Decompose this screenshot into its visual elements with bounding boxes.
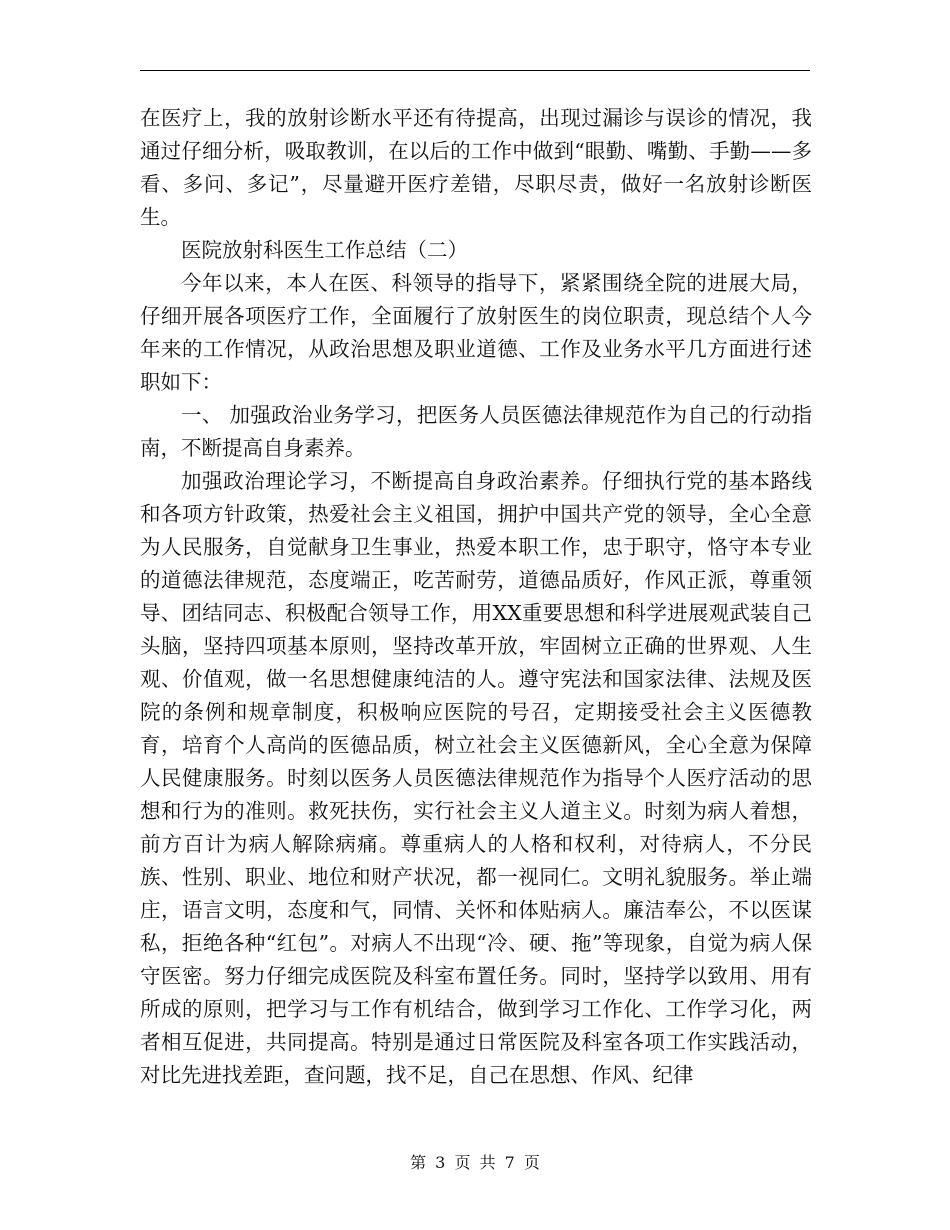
- paragraph-political-study: 加强政治理论学习，不断提高自身政治素养。仔细执行党的基本路线和各项方针政策，热爱社会主义祖国，拥护中国共产党的领导，全心全意为人民服务，自觉献身卫生事业，热爱本职工作，忠于职守，恪守本专业的道德法律规范，态度端正，吃苦耐劳，道德品质好，作风正派，尊重领导、团结同志、积极配合领导工作，用XX重要思想和科学进展观武装自己头脑，坚持四项基本原则，坚持改革开放，牢固树立正确的世界观、人生观、价值观，做一名思想健康纯洁的人。遵守宪法和国家法律、法规及医院的条例和规章制度，积极响应医院的号召，定期接受社会主义医德教育，培育个人高尚的医德品质，树立社会主义医德新风，全心全意为保障人民健康服务。时刻以医务人员医德法律规范作为指导个人医疗活动的思想和行为的准则。救死扶伤，实行社会主义人道主义。时刻为病人着想，前方百计为病人解除病痛。尊重病人的人格和权利，对待病人，不分民族、性别、职业、地位和财产状况，都一视同仁。文明礼貌服务。举止端庄，语言文明，态度和气，同情、关怀和体贴病人。廉洁奉公，不以医谋私，拒绝各种“红包”。对病人不出现“冷、硬、拖”等现象，自觉为病人保守医密。努力仔细完成医院及科室布置任务。同时，坚持学以致用、用有所成的原则，把学习与工作有机结合，做到学习工作化、工作学习化，两者相互促进，共同提高。特别是通过日常医院及科室各项工作实践活动，对比先进找差距，查问题，找不足，自己在思想、作风、纪律: [140, 469, 812, 1087]
- document-body: [140, 102, 812, 1092]
- heading-point-one: 一、 加强政治业务学习，把医务人员医德法律规范作为自己的行动指南，不断提高自身素养。: [140, 403, 812, 460]
- paragraph-intro: 今年以来，本人在医、科领导的指导下，紧紧围绕全院的进展大局，仔细开展各项医疗工作，全面履行了放射医生的岗位职责，现总结个人今年来的工作情况，从政治思想及职业道德、工作及业务水平几方面进行述职如下：: [140, 271, 812, 394]
- page-number-footer: 第 3 页 共 7 页: [410, 1153, 540, 1172]
- section-title: 医院放射科医生工作总结（二）: [181, 238, 468, 262]
- header-rule: [140, 70, 810, 71]
- paragraph-continuation: 在医疗上，我的放射诊断水平还有待提高，出现过漏诊与误诊的情况，我通过仔细分析，吸取教训，在以后的工作中做到“眼勤、嘴勤、手勤——多看、多问、多记”，尽量避开医疗差错，尽职尽责，做好一名放射诊断医生。: [140, 106, 812, 229]
